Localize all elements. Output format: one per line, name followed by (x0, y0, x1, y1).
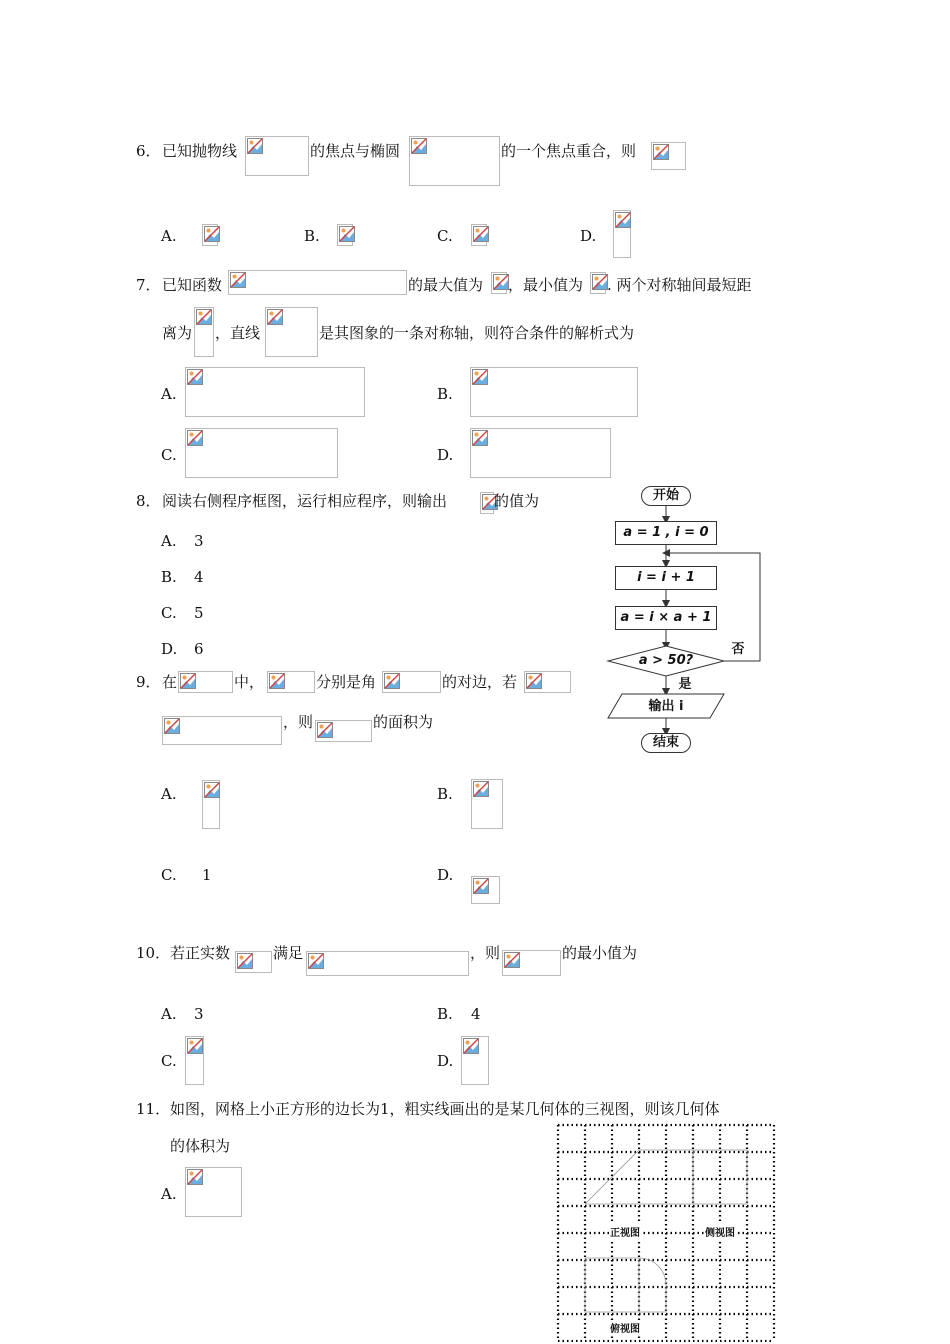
top-view-label: 俯视图 (609, 1320, 641, 1335)
broken-image-icon (308, 953, 324, 969)
q10-number: 10． (136, 944, 171, 962)
q8-option-b-value: 4 (194, 568, 204, 586)
formula-image (461, 1036, 489, 1085)
q10-text-a: 若正实数 (170, 944, 231, 962)
q7-number: 7． (136, 276, 161, 294)
three-view-grid (555, 1122, 777, 1342)
q6-option-b: B. (304, 227, 320, 245)
formula-image (613, 210, 631, 258)
formula-image (337, 224, 353, 246)
broken-image-icon (196, 309, 212, 325)
q7-text-g: 是其图象的一条对称轴，则符合条件的解析式为 (319, 324, 635, 342)
formula-image (202, 780, 220, 829)
flowchart-no-label: 否 (731, 642, 745, 657)
formula-image (185, 428, 338, 478)
broken-image-icon (230, 272, 246, 288)
broken-image-icon (472, 430, 488, 446)
formula-image (185, 1167, 242, 1217)
formula-image (162, 716, 282, 745)
q10-option-c: C. (161, 1052, 177, 1070)
q9-text-c: 分别是角 (316, 673, 377, 691)
q6-option-c: C. (437, 227, 453, 245)
q8-option-a: A. (161, 532, 177, 550)
formula-image (471, 224, 487, 246)
broken-image-icon (237, 953, 253, 969)
broken-image-icon (339, 226, 355, 242)
flowchart-output: 输出 i (648, 699, 684, 714)
q8-option-c-value: 5 (194, 604, 204, 622)
broken-image-icon (615, 212, 631, 228)
q6-number: 6． (136, 142, 161, 160)
formula-image (651, 142, 686, 170)
flowchart-end: 结束 (641, 733, 691, 753)
q7-text-a: 已知函数 (162, 276, 223, 294)
q9-option-a: A. (161, 785, 177, 803)
formula-image (245, 136, 309, 176)
broken-image-icon (411, 138, 427, 154)
broken-image-icon (493, 274, 509, 290)
q7-option-d: D. (437, 446, 454, 464)
q8-text-a: 阅读右侧程序框图，运行相应程序，则输出 (162, 492, 448, 510)
q10-option-b-value: 4 (471, 1005, 481, 1023)
broken-image-icon (504, 952, 520, 968)
q6-option-a: A. (161, 227, 177, 245)
q10-option-d: D. (437, 1052, 454, 1070)
broken-image-icon (187, 430, 203, 446)
side-view-label: 侧视图 (704, 1224, 736, 1239)
broken-image-icon (473, 781, 489, 797)
formula-image (315, 720, 372, 742)
broken-image-icon (384, 673, 400, 689)
q9-option-c: C. (161, 866, 177, 884)
q6-text-a: 已知抛物线 (162, 142, 238, 160)
q11-text-b: 的体积为 (170, 1137, 231, 1155)
q11-text-a: 如图，网格上小正方形的边长为1，粗实线画出的是某几何体的三视图，则该几何体 (170, 1100, 720, 1118)
q6-text-c: 的一个焦点重合，则 (501, 142, 637, 160)
formula-image (202, 224, 218, 246)
formula-image (178, 671, 233, 693)
formula-image (470, 428, 611, 478)
broken-image-icon (164, 718, 180, 734)
q6-text-b: 的焦点与椭圆 (310, 142, 401, 160)
flowchart-step-a: a = i × a + 1 (615, 606, 717, 630)
broken-image-icon (463, 1038, 479, 1054)
formula-image (194, 307, 214, 357)
q7-text-e: 离为 (162, 324, 193, 342)
q8-option-d: D. (161, 640, 178, 658)
formula-image (471, 876, 500, 904)
formula-image (590, 272, 606, 294)
formula-image (491, 272, 507, 294)
broken-image-icon (653, 144, 669, 160)
q9-number: 9． (136, 673, 161, 691)
broken-image-icon (267, 309, 283, 325)
q10-text-b: 满足 (273, 944, 304, 962)
q10-option-b: B. (437, 1005, 453, 1023)
broken-image-icon (269, 673, 285, 689)
broken-image-icon (472, 369, 488, 385)
q9-text-a: 在 (162, 673, 178, 691)
q9-text-b: 中， (234, 673, 265, 691)
q10-option-a-value: 3 (194, 1005, 204, 1023)
q8-option-b: B. (161, 568, 177, 586)
q8-option-c: C. (161, 604, 177, 622)
flowchart-init: a = 1 , i = 0 (615, 521, 717, 545)
q7-text-c: ，最小值为 (508, 276, 584, 294)
q7-text-d: . 两个对称轴间最短距 (607, 276, 752, 294)
broken-image-icon (180, 673, 196, 689)
q9-text-f: 的面积为 (373, 713, 434, 731)
broken-image-icon (187, 369, 203, 385)
formula-image (409, 136, 500, 186)
q10-text-d: 的最小值为 (562, 944, 638, 962)
formula-image (306, 951, 469, 976)
q8-text-b: 的值为 (494, 492, 540, 510)
front-view-label: 正视图 (609, 1224, 641, 1239)
broken-image-icon (187, 1169, 203, 1185)
q10-text-c: ，则 (470, 944, 501, 962)
broken-image-icon (317, 722, 333, 738)
q9-text-d: 的对边，若 (442, 673, 518, 691)
broken-image-icon (592, 274, 608, 290)
broken-image-icon (526, 673, 542, 689)
formula-image (524, 671, 571, 693)
broken-image-icon (247, 138, 263, 154)
flowchart-step-i: i = i + 1 (615, 566, 717, 590)
formula-image (267, 671, 315, 693)
q10-option-a: A. (161, 1005, 177, 1023)
q8-number: 8． (136, 492, 161, 510)
formula-image (502, 950, 561, 976)
formula-image (382, 671, 441, 693)
formula-image (185, 367, 365, 417)
formula-image (265, 307, 318, 357)
q7-text-b: 的最大值为 (408, 276, 484, 294)
flowchart-condition: a > 50? (638, 653, 694, 668)
q7-option-a: A. (161, 385, 177, 403)
q8-option-d-value: 6 (194, 640, 204, 658)
q11-number: 11． (136, 1100, 171, 1118)
formula-image (480, 492, 494, 514)
q6-option-d: D. (580, 227, 597, 245)
flowchart-start: 开始 (641, 486, 691, 506)
formula-image (228, 270, 407, 295)
q7-text-f: ，直线 (215, 324, 261, 342)
q9-option-c-value: 1 (202, 866, 212, 884)
formula-image (185, 1036, 204, 1085)
q9-option-d: D. (437, 866, 454, 884)
q7-option-b: B. (437, 385, 453, 403)
broken-image-icon (204, 782, 220, 798)
q7-option-c: C. (161, 446, 177, 464)
broken-image-icon (204, 226, 220, 242)
flowchart-yes-label: 是 (678, 677, 692, 692)
formula-image (471, 779, 503, 829)
formula-image (470, 367, 638, 417)
q11-option-a: A. (161, 1185, 177, 1203)
broken-image-icon (473, 226, 489, 242)
q9-option-b: B. (437, 785, 453, 803)
broken-image-icon (473, 878, 489, 894)
q8-option-a-value: 3 (194, 532, 204, 550)
q9-text-e: ，则 (283, 713, 314, 731)
formula-image (235, 951, 272, 973)
broken-image-icon (187, 1038, 203, 1054)
